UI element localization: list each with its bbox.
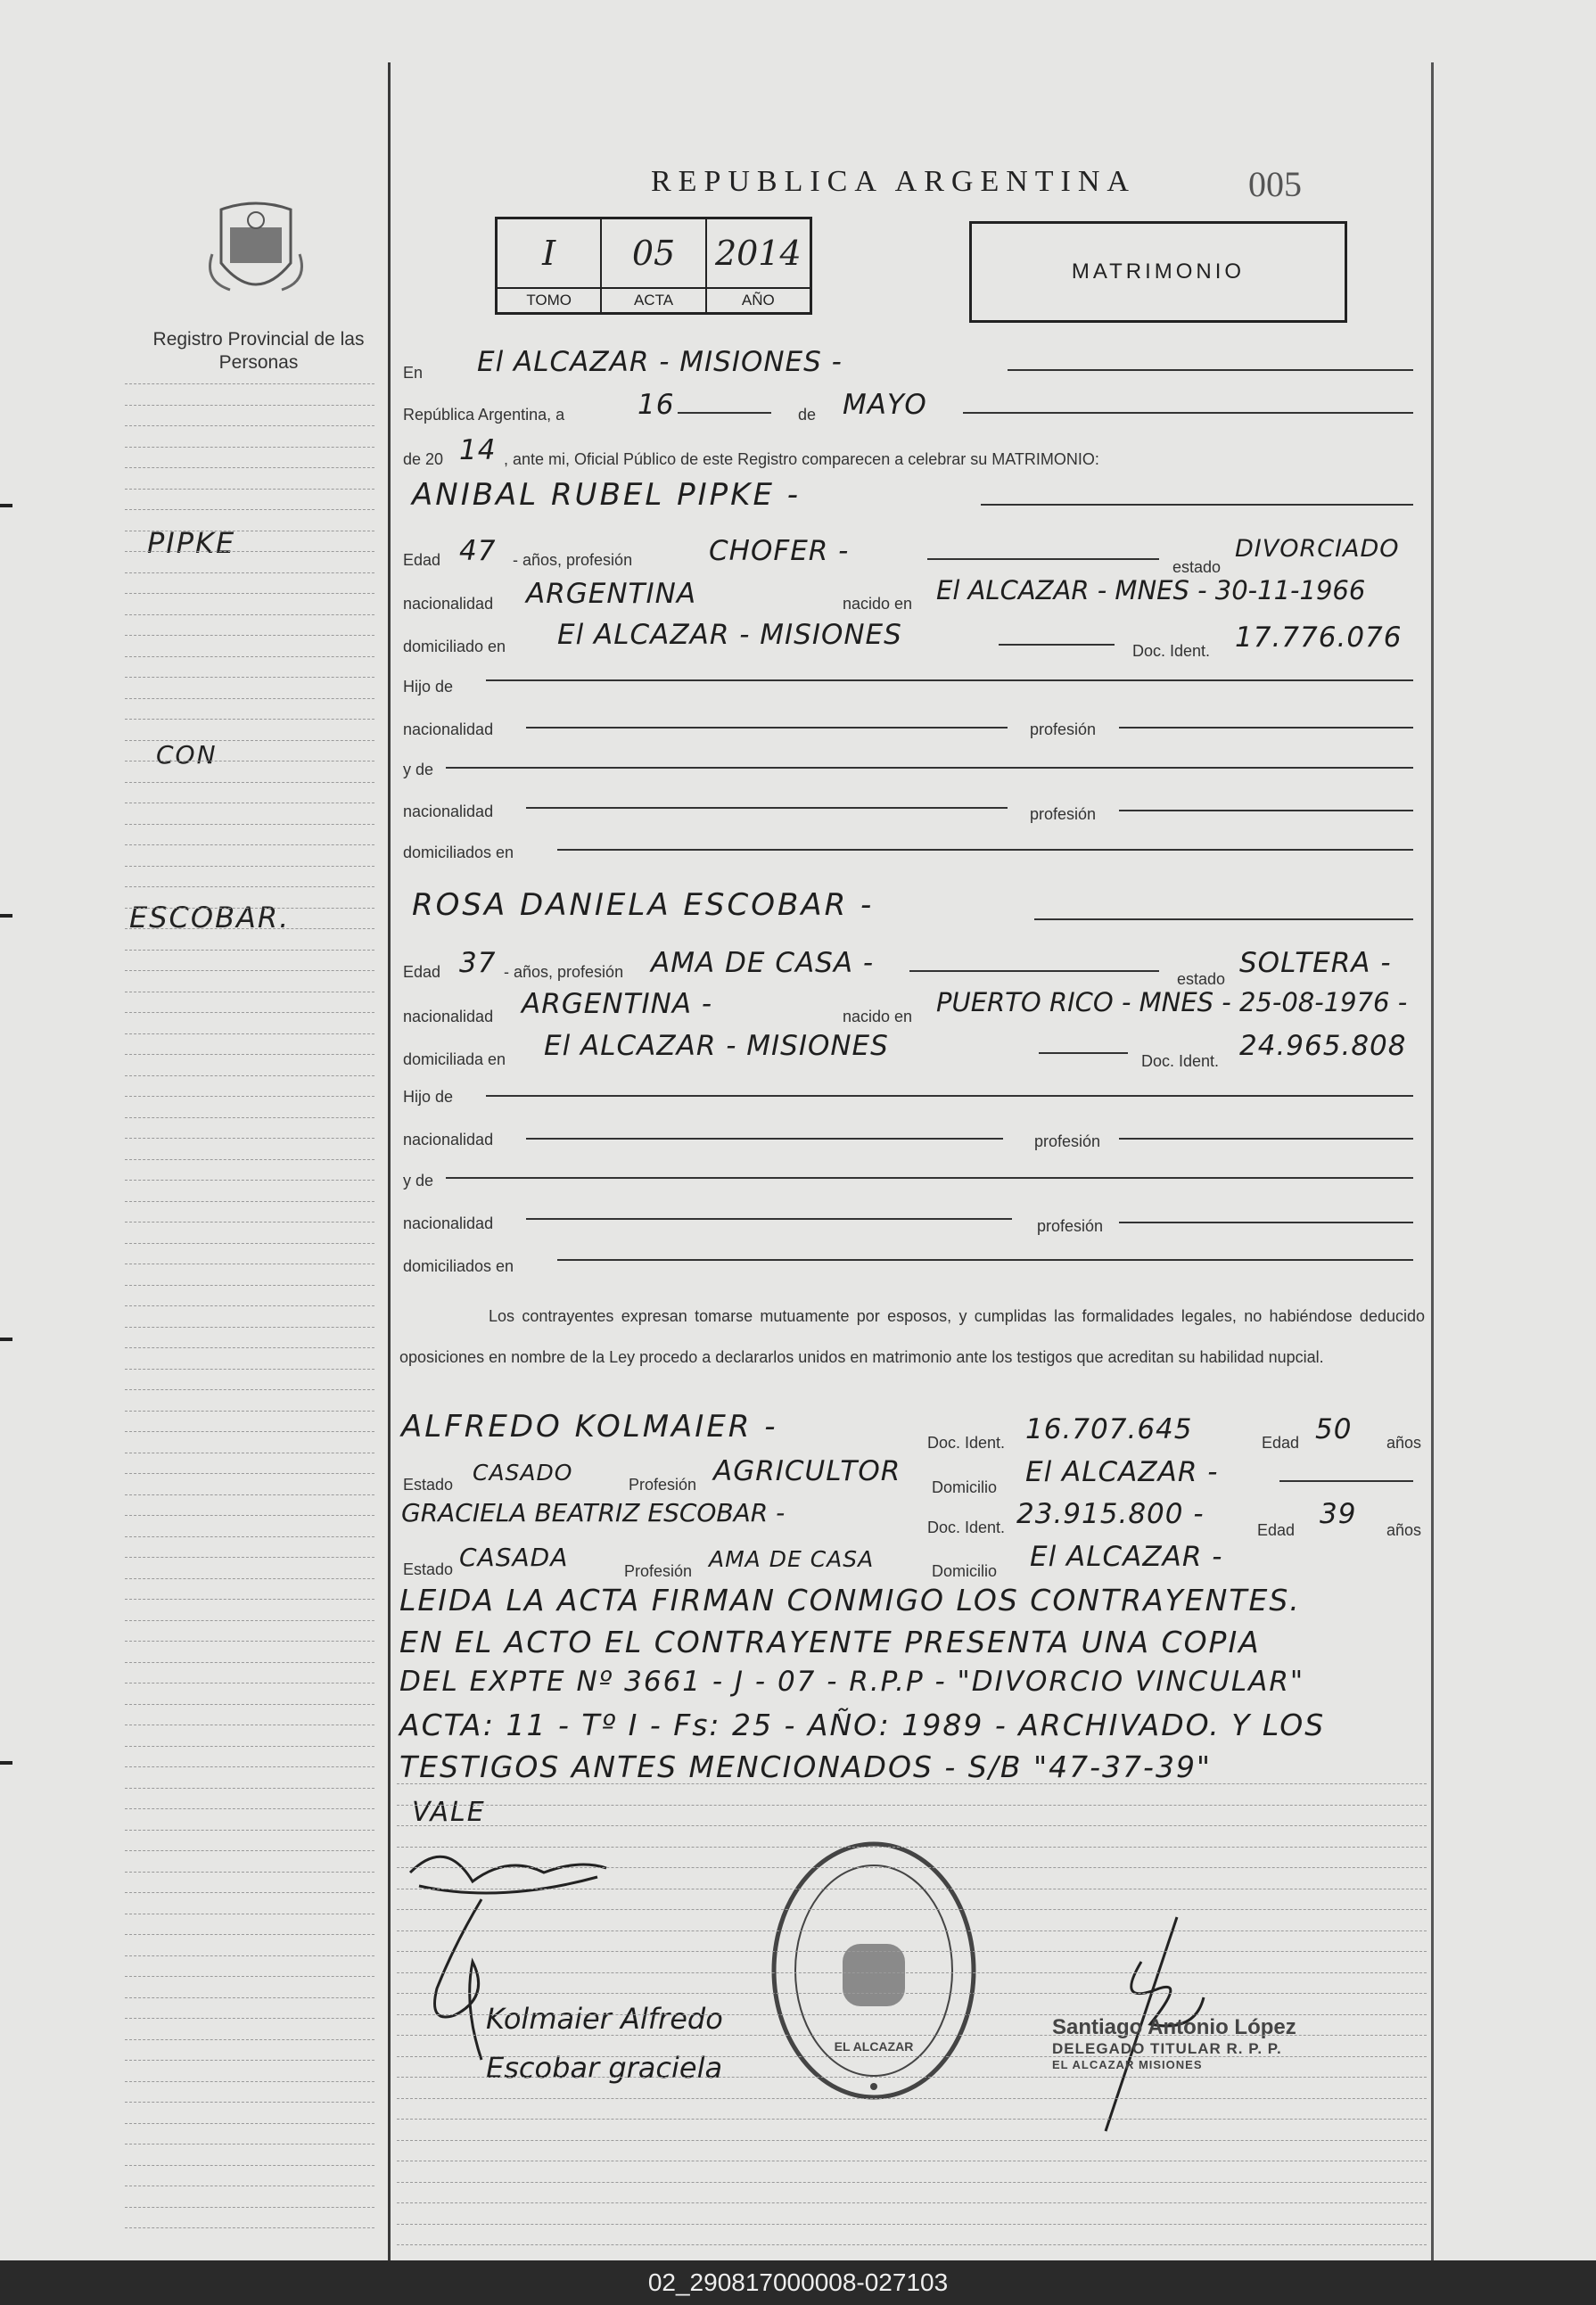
margin-rule-line: [125, 698, 374, 699]
domiciliados-label: domiciliados en: [403, 1257, 514, 1275]
delegado-place: EL ALCAZAR MISIONES: [1052, 2058, 1203, 2071]
contrayente1-doc: 17.776.076: [1235, 622, 1403, 654]
profesion-label: Profesión: [629, 1476, 697, 1494]
fill-line: [557, 849, 1413, 851]
seal-place: EL ALCAZAR: [834, 2039, 914, 2054]
fill-line: [1034, 918, 1413, 920]
contrayente2-estado: SOLTERA -: [1239, 947, 1392, 979]
margin-rule-line: [125, 1305, 374, 1306]
contrayente2-nacionalidad: ARGENTINA -: [522, 988, 713, 1020]
margin-rule-line: [125, 1892, 374, 1893]
hijo-label: Hijo de: [403, 678, 454, 696]
domicilio-label: Domicilio: [932, 1478, 998, 1496]
margin-rule-line: [125, 1327, 374, 1328]
binder-mark: [0, 1338, 12, 1341]
margin-rule-line: [125, 844, 374, 845]
margin-rule-line: [125, 1369, 374, 1370]
contrayente2-nacido: PUERTO RICO - MNES - 25-08-1976 -: [936, 987, 1408, 1017]
body-rule-line: [397, 2056, 1427, 2057]
fill-line: [909, 970, 1159, 972]
right-border: [1431, 62, 1434, 2260]
margin-rule-line: [125, 908, 374, 909]
fill-line: [963, 412, 1413, 414]
margin-rule-line: [125, 866, 374, 867]
margin-rule-line: [125, 405, 374, 406]
hijo-label: Hijo de: [403, 1088, 454, 1106]
tomo-label: TOMO: [498, 287, 600, 312]
intro-text: , ante mi, Oficial Público de este Registro comparecen a celebrar su MATRIMONIO:: [504, 450, 1099, 468]
testigo1-profesion: AGRICULTOR: [713, 1455, 901, 1487]
estado-label: estado: [1172, 558, 1222, 576]
margin-rule-line: [125, 2102, 374, 2103]
margin-rule-line: [125, 2165, 374, 2166]
contrayente1-nacido: El ALCAZAR - MNES - 30-11-1966: [936, 575, 1366, 605]
testigo2-profesion: AMA DE CASA: [709, 1546, 875, 1572]
fill-line: [1119, 1138, 1413, 1140]
margin-rule-line: [125, 1808, 374, 1809]
body-rule-line: [397, 1951, 1427, 1952]
nacido-label: nacido en: [843, 1008, 913, 1025]
nacionalidad-label: nacionalidad: [403, 720, 494, 738]
margin-rule-line: [125, 740, 374, 741]
margin-rule-line: [125, 1536, 374, 1537]
margin-rule-line: [125, 656, 374, 657]
body-rule-line: [397, 2244, 1427, 2245]
margin-rule-line: [125, 2039, 374, 2040]
anios-profesion-label: - años, profesión: [504, 963, 624, 981]
folio-number: 005: [1248, 164, 1302, 204]
yde-label: y de: [403, 1172, 434, 1190]
margin-rule-line: [125, 1494, 374, 1495]
margin-rule-line: [125, 1872, 374, 1873]
testigo-signature-mark: [419, 1890, 526, 2069]
body-rule-line: [397, 1867, 1427, 1868]
body-rule-line: [397, 1847, 1427, 1848]
body-rule-line: [397, 2014, 1427, 2015]
edad-label: Edad: [1262, 1434, 1300, 1452]
fill-line: [981, 504, 1413, 506]
margin-note-surname-1: PIPKE: [147, 526, 236, 560]
anios-label: años: [1386, 1521, 1422, 1539]
testigo2-doc: 23.915.800 -: [1016, 1498, 1205, 1530]
margin-rule-line: [125, 1285, 374, 1286]
doc-label: Doc. Ident.: [1141, 1052, 1220, 1070]
margin-rule-line: [125, 1850, 374, 1851]
nacionalidad-label: nacionalidad: [403, 595, 494, 613]
tomo-cell: [498, 219, 602, 312]
testigo-firma-2: Escobar graciela: [486, 2051, 723, 2085]
tomo-value: I: [542, 234, 556, 273]
republica-label: República Argentina, a: [403, 406, 565, 424]
margin-rule-line: [125, 383, 374, 384]
fill-line: [526, 807, 1008, 809]
fill-line: [1279, 1480, 1413, 1482]
margin-rule-line: [125, 719, 374, 720]
testigo2-estado: CASADA: [459, 1543, 569, 1572]
margin-rule-line: [125, 1934, 374, 1935]
official-seal: [767, 1837, 981, 2104]
fill-line: [1119, 1222, 1413, 1223]
margin-rule-line: [125, 1578, 374, 1579]
anio-value: 2014: [714, 234, 802, 273]
edad-label: Edad: [403, 963, 441, 981]
margin-rule-line: [125, 1389, 374, 1390]
acta-value: 05: [631, 234, 676, 273]
margin-rule-line: [125, 2227, 374, 2228]
contrayente1-nacionalidad: ARGENTINA: [526, 578, 697, 610]
profesion-label: Profesión: [624, 1562, 693, 1580]
margin-rule-line: [125, 572, 374, 573]
margin-rule-line: [125, 1641, 374, 1642]
body-rule-line: [397, 1805, 1427, 1806]
margin-rule-line: [125, 1180, 374, 1181]
estado-label: Estado: [403, 1560, 454, 1578]
edad-label: Edad: [1257, 1521, 1296, 1539]
mes-value: MAYO: [843, 389, 927, 421]
margin-note-con: CON: [156, 740, 218, 770]
margin-rule-line: [125, 1830, 374, 1831]
doc-label: Doc. Ident.: [927, 1519, 1006, 1536]
nacido-label: nacido en: [843, 595, 913, 613]
margin-rule-line: [125, 1033, 374, 1034]
margin-rule-line: [125, 1243, 374, 1244]
contrayente1-estado: DIVORCIADO: [1235, 535, 1400, 563]
anio-acta-value: 14: [459, 434, 497, 466]
margin-rule-line: [125, 1347, 374, 1348]
testigo1-nombre: ALFREDO KOLMAIER -: [401, 1409, 778, 1445]
contrayente2-profesion: AMA DE CASA -: [651, 947, 875, 979]
observacion-line: TESTIGOS ANTES MENCIONADOS - S/B "47-37-39": [399, 1749, 1213, 1784]
anios-profesion-label: - años, profesión: [513, 551, 633, 569]
margin-rule-line: [125, 1976, 374, 1977]
fill-line: [526, 1218, 1012, 1220]
margin-rule-line: [125, 2123, 374, 2124]
lugar-value: El ALCAZAR - MISIONES -: [477, 346, 843, 378]
tomo-acta-anio-box: [495, 217, 812, 315]
fill-line: [446, 1177, 1413, 1179]
fill-line: [1039, 1052, 1128, 1054]
contrayente2-edad: 37: [459, 947, 497, 979]
profesion-label: profesión: [1034, 1132, 1101, 1150]
margin-rule-line: [125, 1012, 374, 1013]
margin-rule-line: [125, 1788, 374, 1789]
margin-rule-line: [125, 551, 374, 552]
body-rule-line: [397, 1783, 1427, 1784]
margin-rule-line: [125, 1117, 374, 1118]
contrayente1-profesion: CHOFER -: [709, 535, 850, 567]
estado-label: estado: [1177, 970, 1226, 988]
margin-rule-line: [125, 2081, 374, 2082]
margin-rule-line: [125, 1955, 374, 1956]
nacionalidad-label: nacionalidad: [403, 1131, 494, 1148]
fill-line: [557, 1259, 1413, 1261]
margin-rule-line: [125, 886, 374, 887]
body-rule-line: [397, 2098, 1427, 2099]
contrayente2-domicilio: El ALCAZAR - MISIONES: [544, 1030, 889, 1062]
de20-label: de 20: [403, 450, 444, 468]
acta-label: ACTA: [602, 287, 704, 312]
fill-line: [486, 679, 1413, 681]
observacion-line: DEL EXPTE Nº 3661 - J - 07 - R.P.P - "DIVORCIO VINCULAR": [399, 1666, 1305, 1698]
margin-rule-line: [125, 593, 374, 594]
domiciliado-label: domiciliado en: [403, 638, 506, 655]
margin-rule-line: [125, 1159, 374, 1160]
margin-note-surname-2: ESCOBAR.: [129, 901, 291, 934]
margin-rule-line: [125, 1766, 374, 1767]
fill-line: [927, 558, 1159, 560]
anio-cell: [707, 219, 810, 312]
margin-rule-line: [125, 2207, 374, 2208]
matrimonio-box: MATRIMONIO: [969, 221, 1347, 323]
margin-rule-line: [125, 467, 374, 468]
anios-label: años: [1386, 1434, 1422, 1452]
profesion-label: profesión: [1030, 805, 1097, 823]
yde-label: y de: [403, 761, 434, 778]
margin-rule-line: [125, 614, 374, 615]
de-label: de: [798, 406, 817, 424]
testigo1-doc: 16.707.645: [1025, 1413, 1193, 1445]
domiciliados-label: domiciliados en: [403, 844, 514, 861]
testigo-firma-1: Kolmaier Alfredo: [486, 2002, 723, 2036]
profesion-label: profesión: [1037, 1217, 1104, 1235]
margin-rule-line: [125, 1620, 374, 1621]
nacionalidad-label: nacionalidad: [403, 1008, 494, 1025]
margin-rule-line: [125, 677, 374, 678]
fill-line: [526, 1138, 1003, 1140]
nacionalidad-label: nacionalidad: [403, 1214, 494, 1232]
margin-rule-line: [125, 1138, 374, 1139]
body-rule-line: [397, 2140, 1427, 2141]
binder-mark: [0, 504, 12, 507]
margin-rule-line: [125, 1201, 374, 1202]
domiciliada-label: domiciliada en: [403, 1050, 506, 1068]
contrayente2-nombre: ROSA DANIELA ESCOBAR -: [412, 887, 875, 923]
body-rule-line: [397, 2035, 1427, 2036]
domicilio-label: Domicilio: [932, 1562, 998, 1580]
registro-provincial-label: Registro Provincial de las Personas: [152, 329, 365, 373]
body-rule-line: [397, 2202, 1427, 2203]
delegado-title: DELEGADO TITULAR R. P. P.: [1052, 2040, 1282, 2057]
margin-rule-line: [125, 1997, 374, 1998]
margin-rule-line: [125, 447, 374, 448]
margin-rule-line: [125, 1557, 374, 1558]
margin-rule-line: [125, 1704, 374, 1705]
doc-label: Doc. Ident.: [1132, 642, 1211, 660]
fill-line: [1119, 810, 1413, 811]
fill-line: [486, 1095, 1413, 1097]
margin-rule-line: [125, 970, 374, 971]
margin-rule-line: [125, 2060, 374, 2061]
body-rule-line: [397, 1825, 1427, 1826]
binder-mark: [0, 914, 12, 918]
contrayente1-domicilio: El ALCAZAR - MISIONES: [557, 619, 902, 651]
vale-note: VALE: [412, 1797, 486, 1828]
margin-rule-line: [125, 1075, 374, 1076]
body-rule-line: [397, 1972, 1427, 1973]
delegado-name: Santiago Antonio López: [1052, 2015, 1296, 2039]
margin-rule-line: [125, 824, 374, 825]
declaracion-text: Los contrayentes expresan tomarse mutuamente por esposos, y cumplidas las formalidades legales, no habiéndose deducido oposiciones en nombre de la Ley procedo a declararlos unidos en matrimonio ante los testigos que acreditan su habilidad nupcial.: [399, 1307, 1425, 1366]
margin-rule-line: [125, 782, 374, 783]
fill-line: [1119, 727, 1413, 729]
body-rule-line: [397, 2077, 1427, 2078]
body-rule-line: [397, 1909, 1427, 1910]
nacionalidad-label: nacionalidad: [403, 803, 494, 820]
margin-rule-line: [125, 950, 374, 951]
margin-rule-line: [125, 425, 374, 426]
margin-rule-line: [125, 1096, 374, 1097]
testigo2-edad: 39: [1320, 1498, 1357, 1530]
margin-rule-line: [125, 928, 374, 929]
testigo2-domicilio: El ALCAZAR -: [1030, 1541, 1223, 1573]
fill-line: [526, 727, 1008, 729]
binder-mark: [0, 1761, 12, 1765]
fill-line: [1008, 369, 1413, 371]
margin-rule-line: [125, 1746, 374, 1747]
testigo1-estado: CASADO: [473, 1460, 573, 1486]
doc-label: Doc. Ident.: [927, 1434, 1006, 1452]
profesion-label: profesión: [1030, 720, 1097, 738]
republica-header: REPUBLICA ARGENTINA: [651, 165, 1136, 198]
testigo1-edad: 50: [1315, 1413, 1353, 1445]
margin-rule-line: [125, 1599, 374, 1600]
delegado-block: [1052, 2015, 1337, 2071]
contrayente1-nombre: ANIBAL RUBEL PIPKE -: [412, 477, 802, 513]
margin-rule-line: [125, 1473, 374, 1474]
acta-cell: [602, 219, 706, 312]
margin-rule-line: [125, 489, 374, 490]
observacion-line: ACTA: 11 - Tº I - Fs: 25 - AÑO: 1989 - ARCHIVADO. Y LOS: [399, 1708, 1326, 1742]
dia-value: 16: [638, 389, 675, 421]
testigo2-nombre: GRACIELA BEATRIZ ESCOBAR -: [401, 1498, 786, 1527]
observacion-line: EN EL ACTO EL CONTRAYENTE PRESENTA UNA COPIA: [399, 1625, 1261, 1659]
en-label: En: [403, 364, 424, 382]
contrayente1-edad: 47: [459, 535, 497, 567]
margin-rule-line: [125, 2018, 374, 2019]
fill-line: [446, 767, 1413, 769]
margin-rule-line: [125, 1515, 374, 1516]
margin-divider: [388, 62, 391, 2260]
body-rule-line: [397, 2224, 1427, 2225]
margin-rule-line: [125, 1431, 374, 1432]
footer-id: 02_290817000008-027103: [0, 2260, 1596, 2305]
fill-line: [678, 412, 771, 414]
margin-rule-line: [125, 1054, 374, 1055]
estado-label: Estado: [403, 1476, 454, 1494]
body-rule-line: [397, 2119, 1427, 2120]
margin-rule-line: [125, 635, 374, 636]
provincial-emblem-icon: [203, 201, 309, 308]
anio-label: AÑO: [707, 287, 810, 312]
testigo1-domicilio: El ALCAZAR -: [1025, 1456, 1219, 1488]
observacion-line: LEIDA LA ACTA FIRMAN CONMIGO LOS CONTRAYENTES.: [399, 1583, 1301, 1618]
margin-rule-line: [125, 1662, 374, 1663]
body-rule-line: [397, 2182, 1427, 2183]
body-rule-line: [397, 1930, 1427, 1931]
edad-label: Edad: [403, 551, 441, 569]
margin-rule-line: [125, 509, 374, 510]
margin-rule-line: [125, 1411, 374, 1412]
contrayente2-doc: 24.965.808: [1239, 1030, 1407, 1062]
fill-line: [999, 644, 1115, 646]
body-rule-line: [397, 1993, 1427, 1994]
